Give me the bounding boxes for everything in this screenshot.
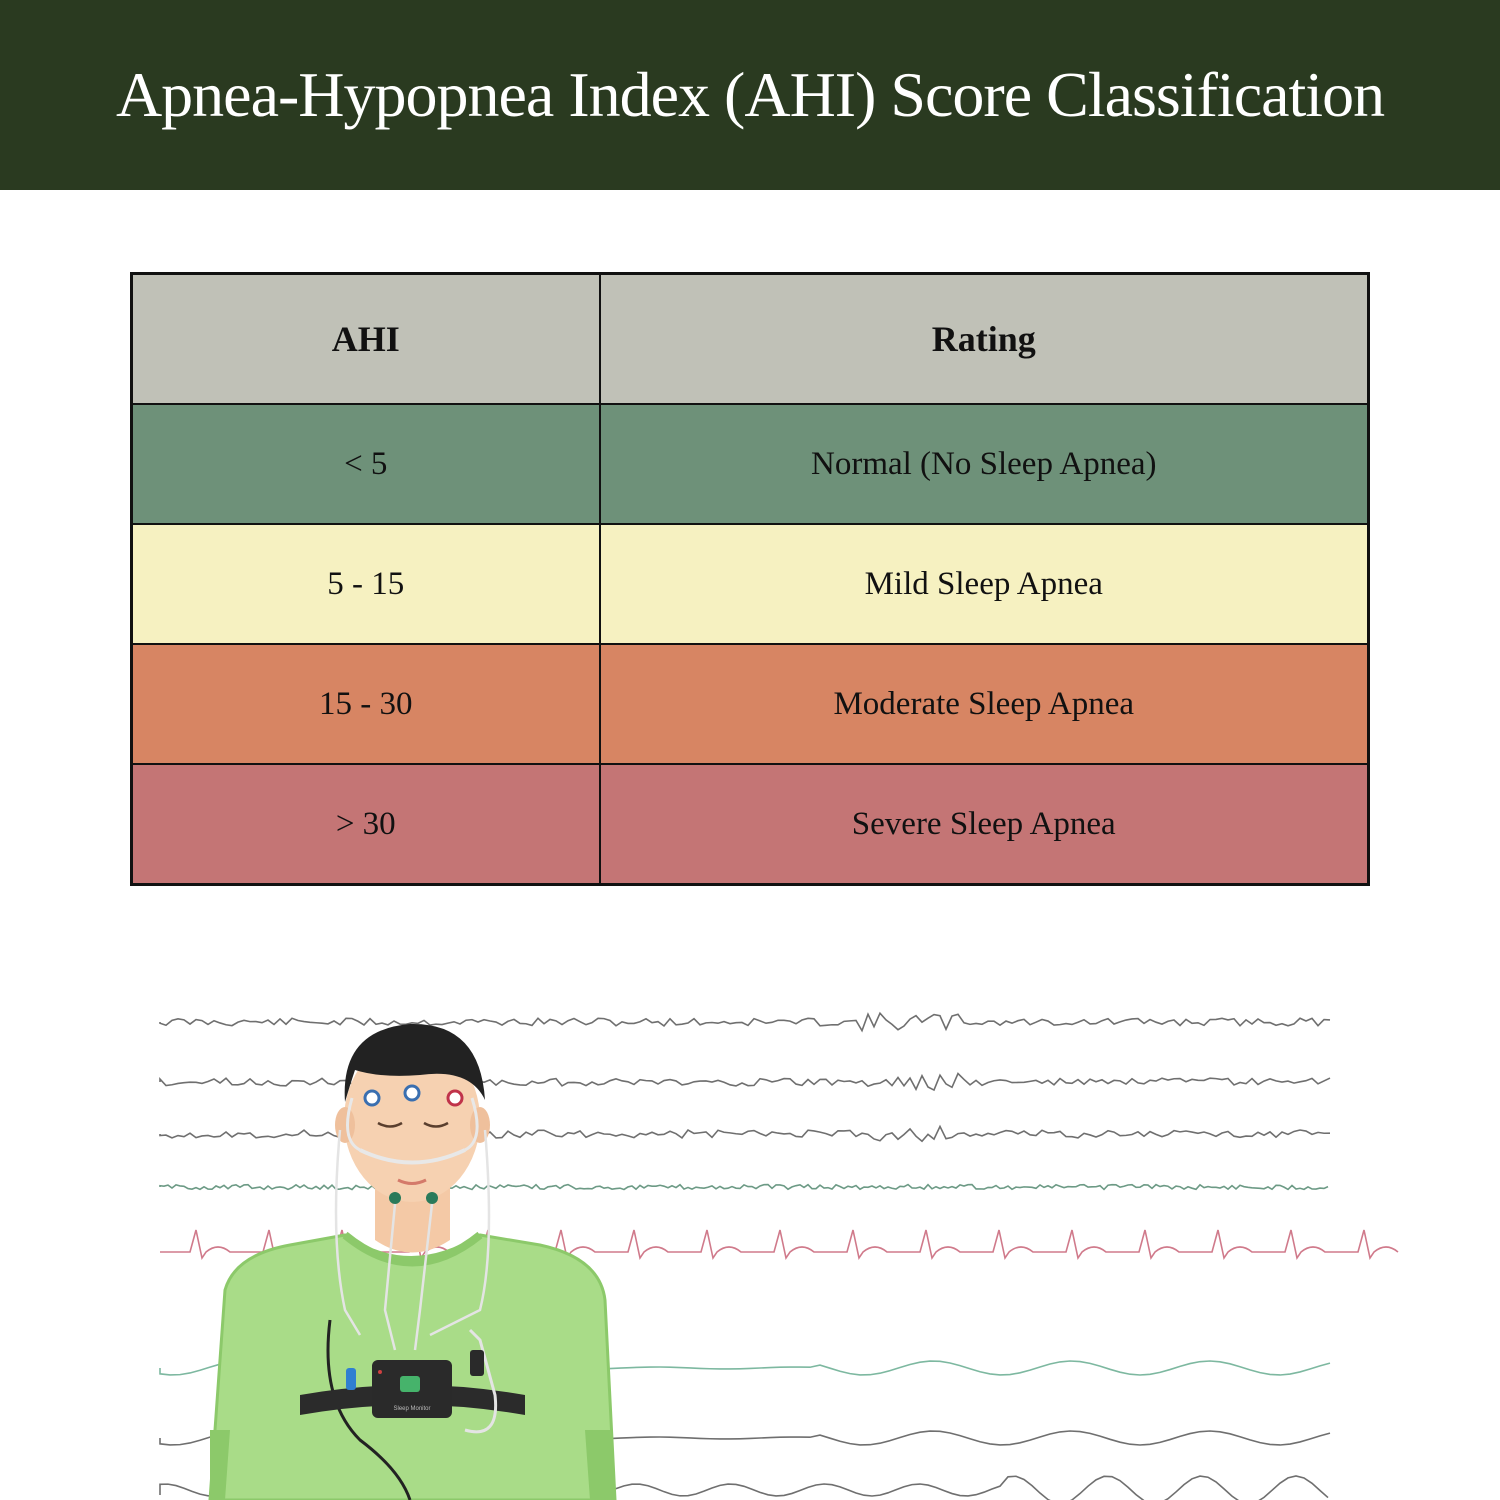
title-banner bbox=[0, 0, 1500, 190]
ahi-value-cell: < 5 bbox=[132, 404, 600, 524]
table-row bbox=[132, 524, 1369, 644]
electrode bbox=[448, 1091, 462, 1105]
electrode bbox=[365, 1091, 379, 1105]
header-rating: Rating bbox=[600, 274, 1369, 405]
sleep-study-illustration bbox=[0, 990, 1500, 1500]
device-label: Sleep Monitor bbox=[393, 1406, 431, 1412]
electrode bbox=[389, 1192, 401, 1204]
rating-cell: Mild Sleep Apnea bbox=[600, 524, 1369, 644]
table-row bbox=[132, 404, 1369, 524]
ahi-value-cell: 15 - 30 bbox=[132, 644, 600, 764]
rating-cell: Normal (No Sleep Apnea) bbox=[600, 404, 1369, 524]
electrode bbox=[405, 1086, 419, 1100]
header-ahi: AHI bbox=[132, 274, 600, 405]
eeg-trace bbox=[160, 1074, 1330, 1091]
rating-cell: Severe Sleep Apnea bbox=[600, 764, 1369, 885]
patient-figure bbox=[210, 1024, 615, 1500]
table-row bbox=[132, 644, 1369, 764]
ahi-classification-table bbox=[130, 272, 1370, 886]
electrode bbox=[426, 1192, 438, 1204]
eeg-trace bbox=[160, 1013, 1330, 1030]
ahi-value-cell: 5 - 15 bbox=[132, 524, 600, 644]
table-row bbox=[132, 764, 1369, 885]
ahi-value-cell: > 30 bbox=[132, 764, 600, 885]
table-header-row bbox=[132, 274, 1369, 405]
rating-cell: Moderate Sleep Apnea bbox=[600, 644, 1369, 764]
page-title: Apnea-Hypopnea Index (AHI) Score Classification bbox=[115, 59, 1385, 130]
